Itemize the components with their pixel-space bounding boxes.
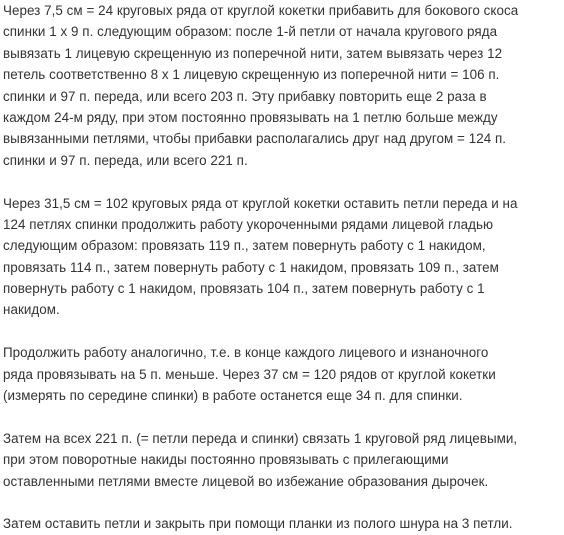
text-line: провязать 114 п., затем повернуть работу с 1 накидом, провязать 109 п., затем (3, 259, 499, 275)
text-line: следующим образом: провязать 119 п., затем повернуть работу с 1 накидом, (3, 238, 486, 254)
paragraph-continue-work (3, 342, 561, 406)
text-line: спинки и 97 п. переда, или всего 221 п. (3, 152, 248, 168)
text-line: Через 31,5 см = 102 круговых ряда от круглой кокетки оставить петли переда и на (3, 195, 518, 211)
text-line: вывязать 1 лицевую скрещенную из поперечной нити, затем вывязать через 12 (3, 45, 503, 61)
text-line: при этом поворотные накиды постоянно провязывать с прилегающими (3, 452, 449, 468)
paragraph-spacer (3, 321, 561, 342)
text-line: оставленными петлями вместе лицевой во избежание образования дырочек. (3, 473, 489, 489)
text-line: (измерять по середине спинки) в работе останется еще 34 п. для спинки. (3, 388, 463, 404)
text-line: спинки и 97 п. переда, или всего 203 п. Эту прибавку повторить еще 2 раза в (3, 88, 487, 104)
text-line: Продолжить работу аналогично, т.е. в конце каждого лицевого и изнаночного (3, 345, 489, 361)
paragraph-short-rows (3, 193, 561, 321)
text-line: повернуть работу с 1 накидом, провязать 104 п., затем повернуть работу с 1 (3, 281, 485, 297)
text-line: ряда провязывать на 5 п. меньше. Через 37 см = 120 рядов от круглой кокетки (3, 366, 496, 382)
text-line: 124 петлях спинки продолжить работу укороченными рядами лицевой гладью (3, 216, 494, 232)
paragraph-round-row (3, 428, 561, 492)
text-line: каждом 24-м ряду, при этом постоянно провязывать на 1 петлю больше между (3, 109, 498, 125)
paragraph-spacer (3, 171, 561, 192)
text-line: Затем на всех 221 п. (= петли переда и спинки) связать 1 круговой ряд лицевыми, (3, 430, 518, 446)
text-line: спинки 1 х 9 п. следующим образом: после 1-й петли от начала кругового ряда (3, 24, 498, 40)
text-line: Затем оставить петли и закрыть при помощи планки из полого шнура на 3 петли. (3, 516, 513, 532)
text-line: накидом. (3, 302, 60, 318)
text-line: Через 7,5 см = 24 круговых ряда от круглой кокетки прибавить для бокового скоса (3, 3, 519, 18)
text-line: вывязанными петлями, чтобы прибавки располагались друг над другом = 124 п. (3, 131, 507, 147)
text-line: петель соответственно 8 х 1 лицевую скрещенную из поперечной нити = 106 п. (3, 67, 500, 83)
paragraph-finish (3, 513, 561, 534)
paragraph-side-increase (3, 0, 561, 171)
paragraph-spacer (3, 406, 561, 427)
document-body (3, 0, 561, 535)
